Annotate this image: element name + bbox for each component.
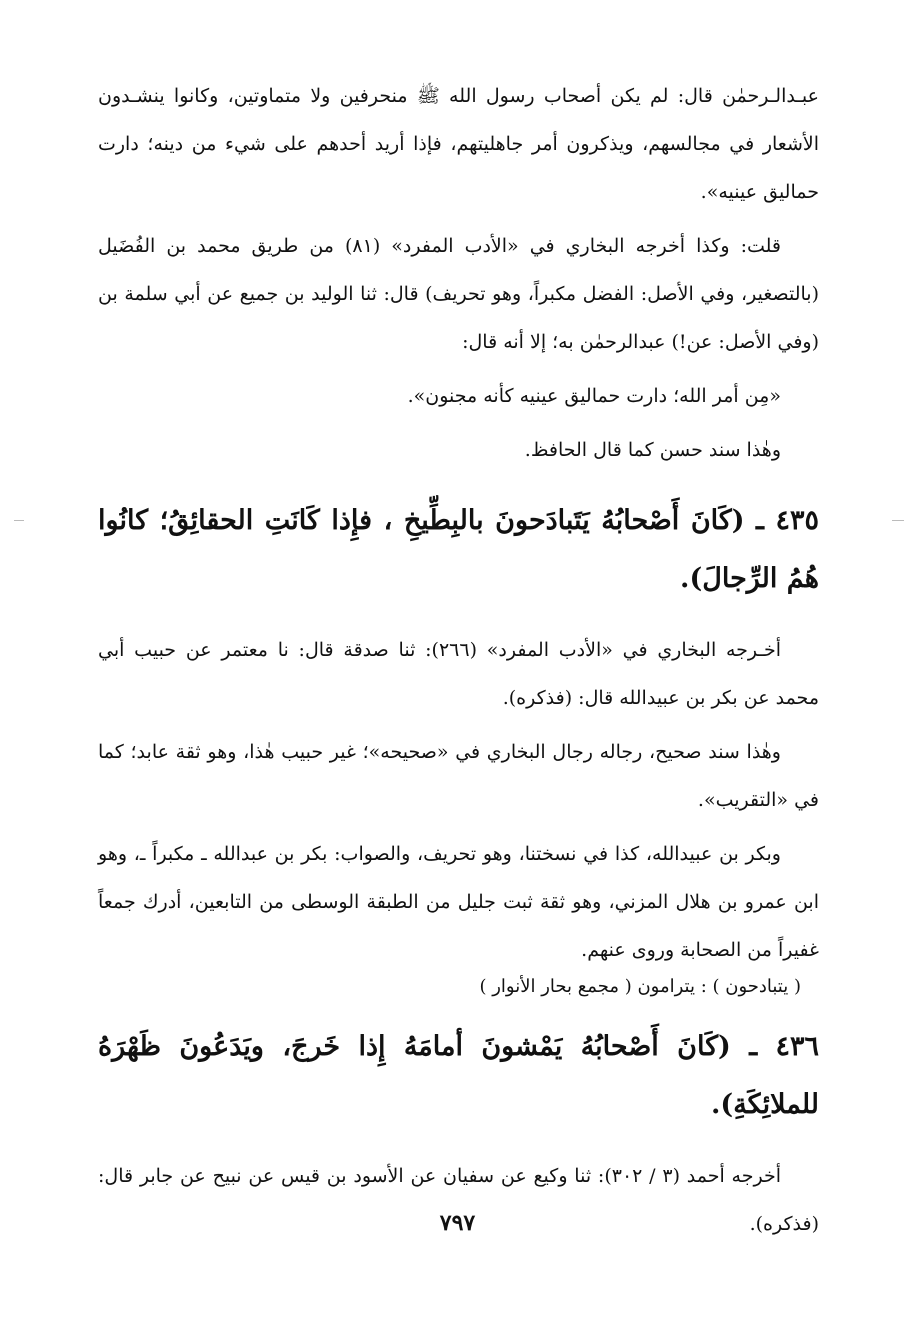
quote-variant: «مِن أمر الله؛ دارت حماليق عينيه كأنه مجنون». <box>407 385 781 407</box>
hadith-number-435: ٤٣٥ <box>775 505 819 536</box>
page-body <box>98 72 819 1254</box>
footnote-435: ( يتبادحون ) : يترامون ( مجمع بحار الأنوار ) <box>479 976 801 997</box>
hadith-heading-435 <box>98 492 819 608</box>
scan-edge-mark <box>14 520 24 521</box>
page-number: ٧٩٧ <box>439 1210 476 1236</box>
paragraph-commentary: قلت: وكذا أخرجه البخاري في «الأدب المفرد» (٨١) من طريق محمد بن الفُضَيل (بالتصغير، وفي الأصل: الفضل مكبراً، وهو تحريف) قال: ثنا الوليد بن جميع عن أبي سلمة بن (وفي الأصل: عن!) عبدالرحمٰن به؛ إلا أنه قال: <box>98 235 819 353</box>
paragraph-source-435: أخـرجه البخاري في «الأدب المفرد» (٢٦٦): ثنا صدقة قال: نا معتمر عن حبيب أبي محمد عن بكر بن عبيدالله قال: (فذكره). <box>98 639 819 709</box>
paragraph-source-436: أخرجه أحمد (٣ / ٣٠٢): ثنا وكيع عن سفيان عن الأسود بن قيس عن نبيح عن جابر قال: (فذكره). <box>98 1165 819 1235</box>
paragraph-continuation: عبـدالـرحمٰن قال: لم يكن أصحاب رسول الله ﷺ منحرفين ولا متماوتين، وكانوا ينشـدون الأشعار في مجالسهم، ويذكرون أمر جاهليتهم، فإذا أريد أحدهم على شيء من دينه؛ دارت حماليق عينيه». <box>98 85 819 203</box>
paragraph-grading: وهٰذا سند حسن كما قال الحافظ. <box>524 439 781 461</box>
paragraph-grading-435: وهٰذا سند صحيح، رجاله رجال البخاري في «صحيحه»؛ غير حبيب هٰذا، وهو ثقة عابد؛ كما في «التقريب». <box>98 741 819 811</box>
hadith-number-436: ٤٣٦ <box>775 1031 819 1062</box>
hadith-text-435: ـ (كَانَ أَصْحابُهُ يَتَبادَحونَ بالبِطِّيخِ ، فإِذا كَانَتِ الحقائِقُ؛ كانُوا هُمُ الرِّجالَ). <box>98 505 819 594</box>
hadith-text-436: ـ (كَانَ أَصْحابُهُ يَمْشونَ أمامَهُ إِذا خَرجَ، ويَدَعُونَ ظَهْرَهُ للملائِكَةِ). <box>98 1031 819 1120</box>
hadith-heading-436 <box>98 1018 819 1134</box>
scan-edge-mark <box>892 520 904 521</box>
paragraph-correction-435: وبكر بن عبيدالله، كذا في نسختنا، وهو تحريف، والصواب: بكر بن عبدالله ـ مكبراً ـ، وهو ابن عمرو بن هلال المزني، وهو ثقة ثبت جليل من الطبقة الوسطى من التابعين، أدرك جمعاً غفيراً من الصحابة وروى عنهم. <box>98 843 819 961</box>
